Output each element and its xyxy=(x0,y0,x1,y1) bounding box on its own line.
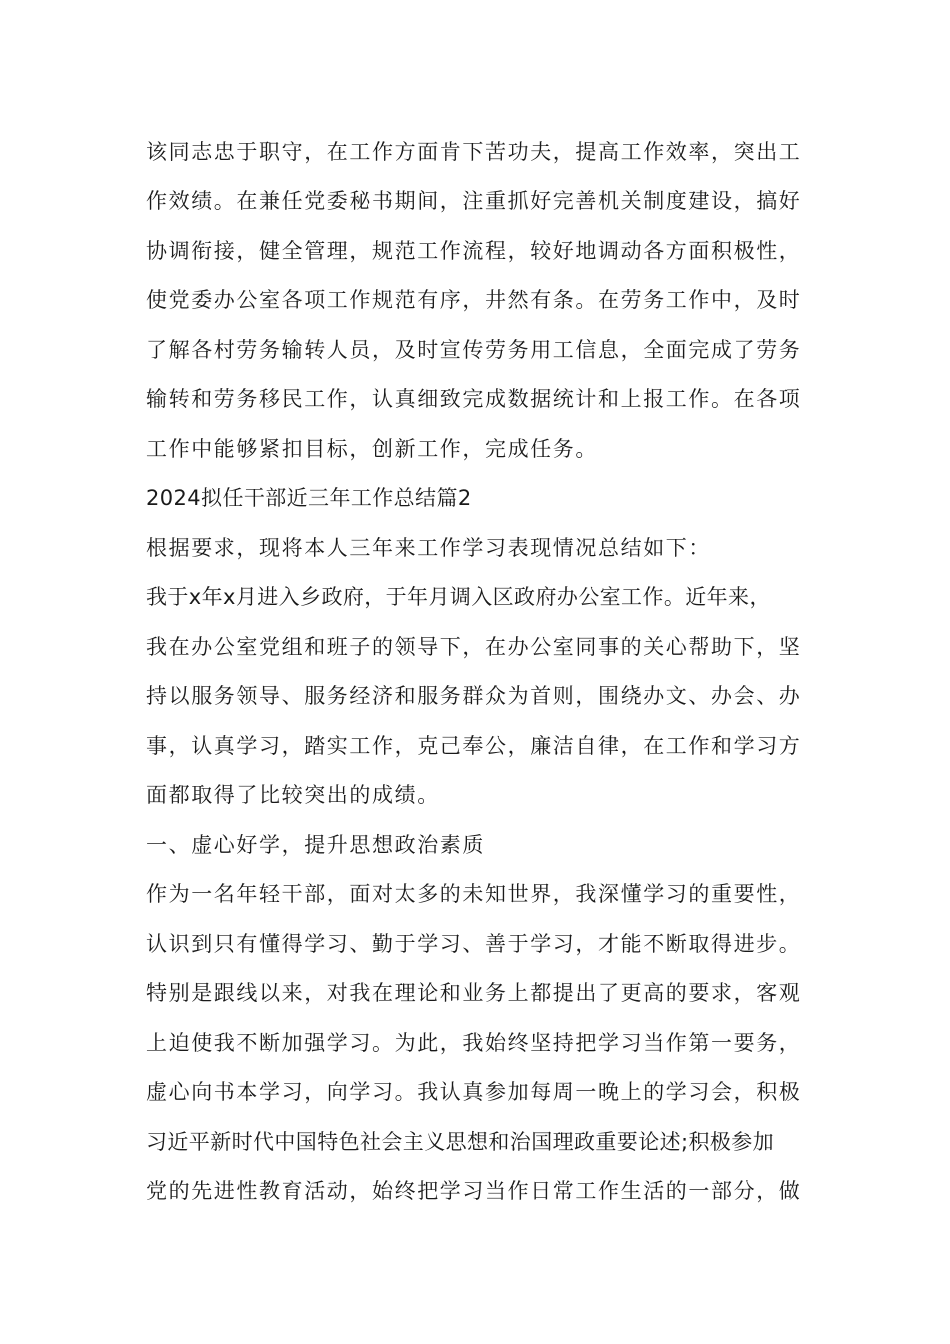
paragraph-line: 持以服务领导、服务经济和服务群众为首则，围绕办文、办会、办 xyxy=(146,684,802,708)
paragraph-line: 该同志忠于职守，在工作方面肯下苦功夫，提高工作效率，突出工 xyxy=(146,140,802,164)
paragraph-line: 习近平新时代中国特色社会主义思想和治国理政重要论述;积极参加 xyxy=(146,1130,775,1154)
paragraph-line: 输转和劳务移民工作，认真细致完成数据统计和上报工作。在各项 xyxy=(146,387,802,411)
paragraph-line: 事，认真学习，踏实工作，克己奉公，廉洁自律，在工作和学习方 xyxy=(146,734,802,758)
paragraph-line: 作为一名年轻干部，面对太多的未知世界，我深懂学习的重要性， xyxy=(146,882,802,906)
paragraph-line: 我在办公室党组和班子的领导下，在办公室同事的关心帮助下，坚 xyxy=(146,635,802,659)
paragraph-line: 面都取得了比较突出的成绩。 xyxy=(146,783,440,807)
intro-line: 根据要求，现将本人三年来工作学习表现情况总结如下： xyxy=(146,536,711,560)
paragraph-line: 工作中能够紧扣目标，创新工作，完成任务。 xyxy=(146,437,598,461)
paragraph-line: 虚心向书本学习，向学习。我认真参加每周一晚上的学习会，积极 xyxy=(146,1080,802,1104)
section-heading: 2024拟任干部近三年工作总结篇2 xyxy=(146,486,472,510)
paragraph-line: 上迫使我不断加强学习。为此，我始终坚持把学习当作第一要务， xyxy=(146,1031,802,1055)
paragraph-line: 特别是跟线以来，对我在理论和业务上都提出了更高的要求，客观 xyxy=(146,981,802,1005)
paragraph-line: 使党委办公室各项工作规范有序，井然有条。在劳务工作中，及时 xyxy=(146,288,802,312)
paragraph-line: 作效绩。在兼任党委秘书期间，注重抓好完善机关制度建设，搞好 xyxy=(146,189,802,213)
subheading: 一、虚心好学，提升思想政治素质 xyxy=(146,833,485,857)
paragraph-line: 党的先进性教育活动，始终把学习当作日常工作生活的一部分，做 xyxy=(146,1179,802,1203)
paragraph-line: 我于x年x月进入乡政府，于年月调入区政府办公室工作。近年来， xyxy=(146,585,771,609)
paragraph-line: 协调衔接，健全管理，规范工作流程，较好地调动各方面积极性， xyxy=(146,239,802,263)
paragraph-line: 了解各村劳务输转人员，及时宣传劳务用工信息，全面完成了劳务 xyxy=(146,338,802,362)
paragraph-line: 认识到只有懂得学习、勤于学习、善于学习，才能不断取得进步。 xyxy=(146,932,802,956)
